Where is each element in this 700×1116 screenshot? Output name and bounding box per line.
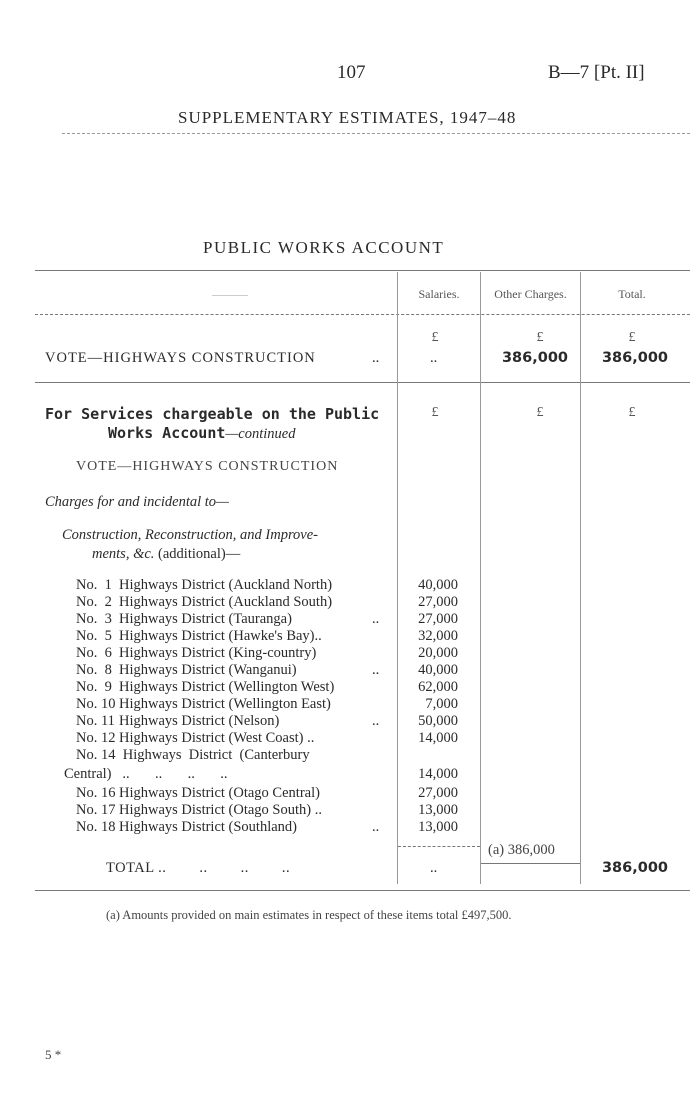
summary-bottom-rule [35, 382, 690, 383]
page-marker: 5 * [45, 1047, 62, 1062]
construction-additional: (additional)— [154, 546, 241, 562]
item-number: No. 17 [76, 802, 116, 818]
item-number: No. 18 [76, 819, 116, 835]
list-item [76, 577, 466, 594]
list-item [76, 611, 466, 628]
item-name-line2: Central) .. .. .. .. [64, 766, 228, 782]
item-amount: 27,000 [418, 611, 458, 627]
item-leader: .. [372, 819, 380, 835]
list-item [76, 628, 466, 645]
item-amount: 62,000 [418, 679, 458, 695]
column-head-salaries: Salaries. [418, 287, 460, 301]
currency-other-charges: £ [536, 330, 544, 345]
document-reference: B—7 [Pt. II] [548, 62, 645, 83]
section-title: PUBLIC WORKS ACCOUNT [203, 238, 445, 257]
salaries-subtotal-rule [398, 846, 480, 847]
item-number: No. 8 [76, 662, 112, 678]
table-bottom-rule [35, 890, 690, 891]
table-top-rule [35, 270, 690, 271]
list-item [76, 662, 466, 679]
services-heading-line2 [108, 424, 295, 443]
col-divider-2 [480, 272, 481, 884]
item-name: Highways District (Hawke's Bay).. [119, 628, 322, 644]
list-item [76, 819, 466, 836]
summary-leader: .. [372, 350, 380, 366]
other-charges-subtotal-rule [481, 863, 580, 864]
services-works-account: Works Account [108, 424, 226, 442]
list-item [76, 802, 466, 819]
item-name-line1: No. 14 Highways District (Canterbury [76, 747, 310, 763]
item-name: Highways District (Auckland North) [119, 577, 333, 593]
document-title: SUPPLEMENTARY ESTIMATES, 1947–48 [178, 108, 517, 127]
item-name: Highways District (King-country) [119, 645, 317, 661]
column-head-other-charges: Other Charges. [494, 287, 567, 301]
item-amount: 27,000 [418, 594, 458, 610]
list-item [76, 645, 466, 662]
item-name: Highways District (Tauranga) [119, 611, 292, 627]
item-name: Highways District (Southland) [119, 819, 298, 835]
item-number: No. 6 [76, 645, 112, 661]
list-item [76, 713, 466, 730]
item-number: No. 16 [76, 785, 116, 801]
detail-currency-salaries: £ [431, 405, 439, 420]
total-salaries: .. [430, 860, 438, 876]
item-number: No. 3 [76, 611, 112, 627]
item-amount: 13,000 [418, 819, 458, 835]
item-name: Highways District (Wellington West) [119, 679, 335, 695]
item-name: Highways District (Otago Central) [119, 785, 320, 801]
summary-salaries: .. [430, 350, 438, 366]
item-amount: 20,000 [418, 645, 458, 661]
vote-subtitle: VOTE—HIGHWAYS CONSTRUCTION [76, 459, 339, 474]
item-name: Highways District (Nelson) [119, 713, 280, 729]
construction-heading-line1: Construction, Reconstruction, and Improve- [62, 527, 318, 543]
services-heading-line1: For Services chargeable on the Public [45, 405, 380, 423]
item-leader: .. [372, 611, 380, 627]
item-amount: 14,000 [418, 766, 458, 782]
list-item [76, 594, 466, 611]
detail-currency-other-charges: £ [536, 405, 544, 420]
list-item [76, 730, 466, 747]
summary-total: 386,000 [601, 350, 668, 366]
item-name: Highways District (Wellington East) [119, 696, 331, 712]
currency-salaries: £ [431, 330, 439, 345]
item-name: Highways District (Wanganui) [119, 662, 297, 678]
item-amount: 13,000 [418, 802, 458, 818]
item-amount: 40,000 [418, 577, 458, 593]
item-amount: 32,000 [418, 628, 458, 644]
charges-heading: Charges for and incidental to— [45, 494, 229, 510]
item-name: Highways District (Auckland South) [119, 594, 333, 610]
footnote: (a) Amounts provided on main estimates in respect of these items total £497,500. [106, 908, 512, 922]
item-amount: 7,000 [425, 696, 458, 712]
item-amount: 14,000 [418, 730, 458, 746]
construction-heading-line2 [92, 546, 240, 563]
summary-other-charges: 386,000 [501, 350, 568, 366]
header-rule [62, 133, 690, 134]
column-head-blank: ——— [212, 287, 248, 301]
item-number: No. 2 [76, 594, 112, 610]
column-head-total: Total. [618, 287, 646, 301]
item-amount: 27,000 [418, 785, 458, 801]
list-item [64, 747, 466, 783]
item-number: No. 10 [76, 696, 116, 712]
services-continued: —continued [225, 426, 296, 442]
item-number: No. 5 [76, 628, 112, 644]
total-label: TOTAL .. .. .. .. [106, 860, 291, 876]
item-name: Highways District (West Coast) .. [119, 730, 315, 746]
item-amount: 40,000 [418, 662, 458, 678]
item-number: No. 1 [76, 577, 112, 593]
item-number: No. 12 [76, 730, 116, 746]
item-name: Highways District (Otago South) .. [119, 802, 322, 818]
item-leader: .. [372, 662, 380, 678]
item-number: No. 11 [76, 713, 115, 729]
construction-ments: ments, &c. [92, 546, 155, 562]
page-number: 107 [337, 62, 366, 83]
item-amount: 50,000 [418, 713, 458, 729]
table-head-rule [35, 314, 690, 315]
item-number: No. 9 [76, 679, 112, 695]
summary-vote-label: VOTE—HIGHWAYS CONSTRUCTION [45, 350, 316, 366]
list-item [76, 679, 466, 696]
col-divider-3 [580, 272, 581, 884]
list-item [76, 785, 466, 802]
other-charges-note: (a) 386,000 [488, 842, 555, 858]
currency-total: £ [628, 330, 636, 345]
grand-total: 386,000 [601, 860, 668, 876]
list-item [76, 696, 466, 713]
item-leader: .. [372, 713, 380, 729]
detail-currency-total: £ [628, 405, 636, 420]
